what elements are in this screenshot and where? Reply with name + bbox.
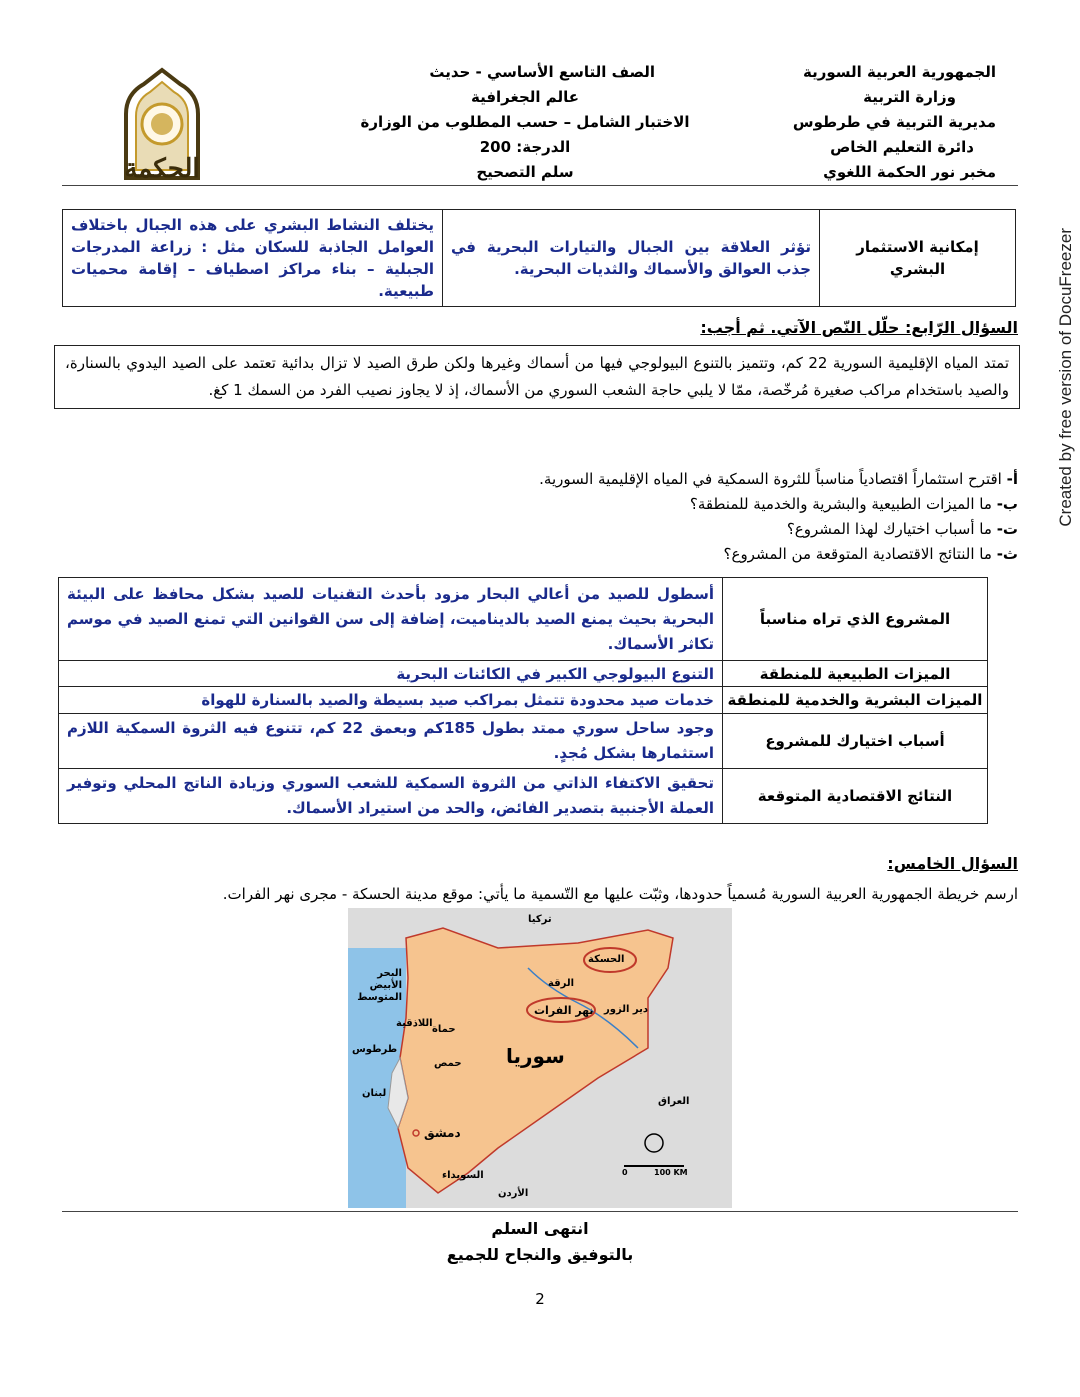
map-label-lebanon: لبنان	[362, 1088, 387, 1099]
header-middle-block	[355, 60, 695, 185]
header-lab: مخبر نور الحكمة اللغوي	[823, 163, 996, 181]
map-scale-km: 100 KM	[654, 1168, 688, 1177]
table-row	[59, 578, 988, 661]
docufreezer-watermark: Created by free version of DocuFreezer	[1056, 228, 1075, 527]
row-answer: وجود ساحل سوري ممتد بطول 185كم وبعمق 22 كم، تتنوع فيه الثروة السمكية اللازم استثمارها بشكل مُجدٍ.	[59, 714, 723, 769]
row-label: الميزات الطبيعية للمنطقة	[723, 661, 988, 687]
item-text: اقترح استثماراً اقتصادياً مناسباً للثروة السمكية في المياه الإقليمية السورية.	[539, 470, 1002, 488]
syria-map	[348, 908, 732, 1208]
q4-subquestions	[318, 467, 1018, 567]
item-letter: ب-	[996, 495, 1018, 513]
map-label-deir: دير الزور	[604, 1004, 648, 1015]
map-label-euphrates: نهر الفرات	[534, 1004, 594, 1017]
map-label-homs: حمص	[434, 1058, 462, 1069]
list-item	[318, 517, 1018, 542]
map-label-sweida: السويداء	[442, 1170, 484, 1181]
top-table-label: إمكانية الاستثمار البشري	[820, 210, 1016, 307]
header-subject: عالم الجغرافية	[470, 88, 580, 106]
header-grade: الصف التاسع الأساسي - حديث	[429, 63, 655, 81]
page-number: 2	[535, 1290, 545, 1308]
row-answer: تحقيق الاكتفاء الذاتي من الثروة السمكية للشعب السوري وزيادة الناتج المحلي وتوفير العملة الأجنبية بتصدير الفائض، والحد من استيراد الأسماك.	[59, 769, 723, 824]
item-letter: أ-	[1006, 470, 1018, 488]
map-label-sea: البحر الأبيض المتوسط	[357, 968, 402, 1003]
map-scale-zero: 0	[622, 1168, 628, 1177]
q4-answer-table	[58, 577, 988, 824]
header-right-block	[696, 60, 996, 185]
q5-title: السؤال الخامس:	[887, 854, 1018, 873]
table-row	[59, 687, 988, 714]
map-label-raqqa: الرقة	[548, 978, 575, 989]
north-arrow-icon	[645, 1134, 663, 1152]
item-text: ما النتائج الاقتصادية المتوقعة من المشروع؟	[723, 545, 992, 563]
school-logo	[106, 66, 218, 182]
map-label-iraq: العراق	[658, 1096, 690, 1107]
row-label: أسباب اختيارك للمشروع	[723, 714, 988, 769]
map-label-tartus: طرطوس	[352, 1044, 398, 1055]
list-item	[318, 492, 1018, 517]
item-letter: ث-	[996, 545, 1018, 563]
top-answer-table	[62, 209, 1016, 307]
map-label-turkey: تركيا	[528, 914, 552, 925]
map-label-hama: حماة	[432, 1024, 456, 1035]
logo-text: الحكمة	[124, 154, 200, 184]
map-label-jordan: الأردن	[498, 1188, 529, 1199]
row-label: المشروع الذي تراه مناسباً	[723, 578, 988, 661]
header-directorate: مديرية التربية في طرطوس	[792, 113, 996, 131]
top-table-left: يختلف النشاط البشري على هذه الجبال باختلاف العوامل الجاذبة للسكان مثل : زراعة المدرجات الجبلية – بناء مراكز اصطياف – إقامة محميات طبيعية.	[63, 210, 443, 307]
table-row	[59, 661, 988, 687]
header-answer-key: سلم التصحيح	[476, 163, 574, 181]
header-exam: الاختبار الشامل – حسب المطلوب من الوزارة	[360, 113, 690, 131]
footer-divider	[62, 1211, 1018, 1212]
footer-end: انتهى السلم	[491, 1219, 589, 1238]
row-answer: أسطول للصيد من أعالي البحار مزود بأحدث التقنيات للصيد بشكل محافظ على البيئة البحرية بحيث يمنع الصيد بالديناميت، إضافة إلى سن القوانين التي تمنع الصيد في موسم تكاثر الأسماك.	[59, 578, 723, 661]
q4-passage: تمتد المياه الإقليمية السورية 22 كم، وتتميز بالتنوع البيولوجي فيها من أسماك وغيرها ولكن طرق الصيد لا تزال بدائية تعتمد على الصيد اليدوي بالسنارة، والصيد باستخدام مراكب صغيرة مُرخّصة، ممّا لا يلبي حاجة الشعب السوري من الأسماك، إذ لا يجاوز نصيب الفرد من السمك 1 كغ.	[54, 345, 1020, 409]
header-country: الجمهورية العربية السورية	[803, 63, 996, 81]
map-label-hasakah: الحسكة	[588, 954, 625, 965]
item-text: ما الميزات الطبيعية والبشرية والخدمية للمنطقة؟	[689, 495, 992, 513]
row-answer: خدمات صيد محدودة تتمثل بمراكب صيد بسيطة والصيد بالسنارة للهواة	[59, 687, 723, 714]
table-row	[59, 714, 988, 769]
item-letter: ت-	[996, 520, 1018, 538]
item-text: ما أسباب اختيارك لهذا المشروع؟	[786, 520, 992, 538]
header-score: الدرجة: 200	[479, 138, 571, 156]
footer-wishes: بالتوفيق والنجاح للجميع	[446, 1245, 634, 1264]
map-label-latakia: اللاذقية	[396, 1018, 433, 1029]
q4-title: السؤال الرّابع: حلّل النّص الآتي. ثم أجب:	[700, 318, 1018, 337]
header-divider	[62, 185, 1018, 186]
q5-instruction: ارسم خريطة الجمهورية العربية السورية مُسمياً حدودها، وثبّت عليها مع التّسمية ما يأتي: موقع مدينة الحسكة - مجرى نهر الفرات.	[222, 885, 1018, 903]
map-label-damascus: دمشق	[424, 1126, 461, 1140]
row-label: النتائج الاقتصادية المتوقعة	[723, 769, 988, 824]
list-item	[318, 467, 1018, 492]
row-answer: التنوع البيولوجي الكبير في الكائنات البحرية	[59, 661, 723, 687]
map-label-syria: سوريا	[506, 1044, 565, 1068]
table-row	[63, 210, 1016, 307]
table-row	[59, 769, 988, 824]
header-department: دائرة التعليم الخاص	[830, 138, 974, 156]
header-ministry: وزارة التربية	[863, 88, 956, 106]
top-table-mid: تؤثر العلاقة بين الجبال والتيارات البحرية في جذب العوالق والأسماك والثديات البحرية.	[443, 210, 820, 307]
row-label: الميزات البشرية والخدمية للمنطقة	[723, 687, 988, 714]
list-item	[318, 542, 1018, 567]
